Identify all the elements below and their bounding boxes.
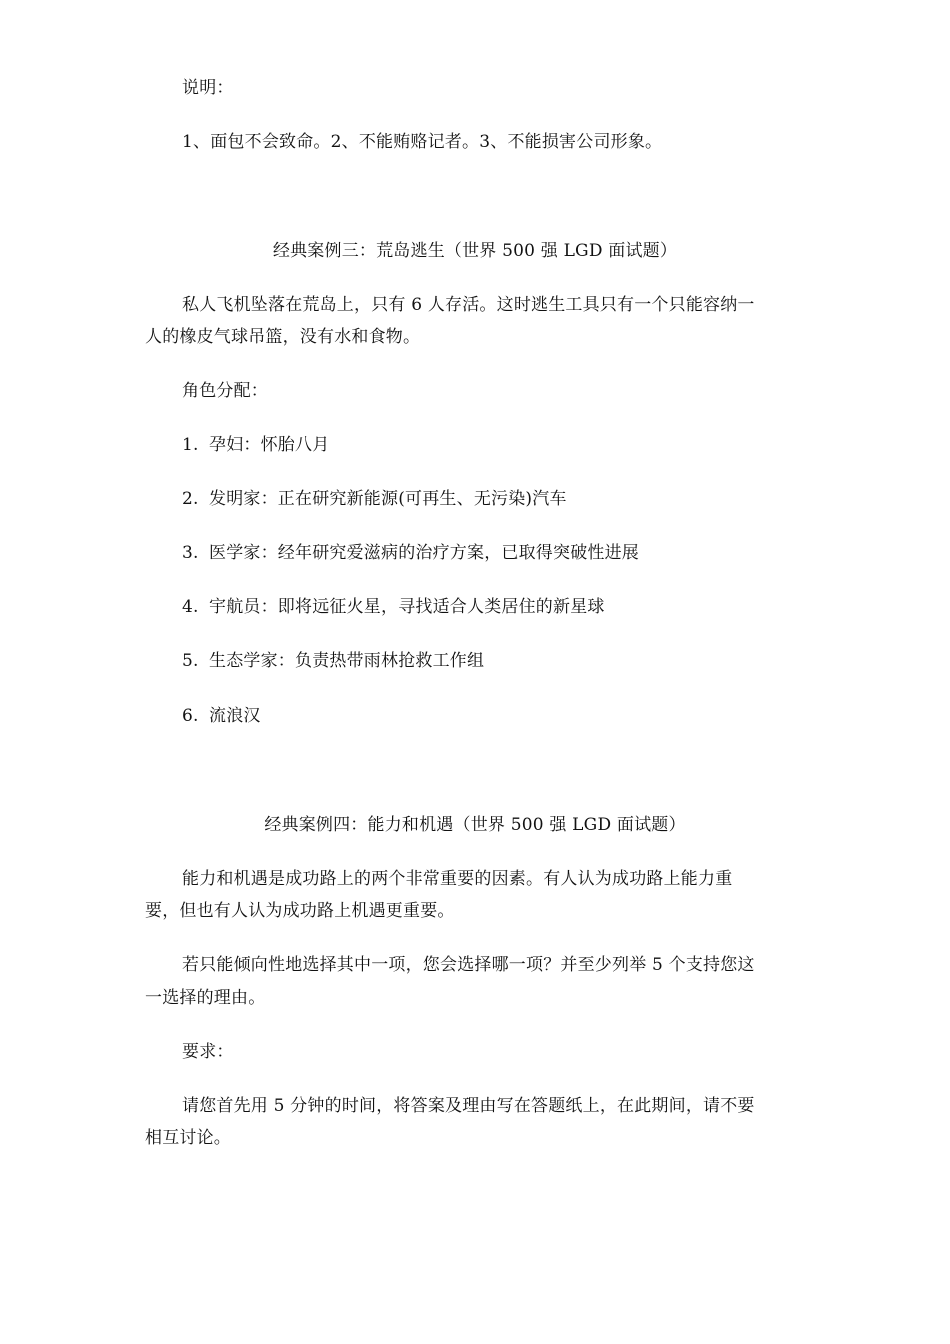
- role-text: 孕妇：怀胎八月: [209, 435, 330, 455]
- case4-p1-line2: 要，但也有人认为成功路上机遇更重要。: [145, 901, 455, 921]
- case4-p2-line2: 一选择的理由。: [145, 988, 266, 1008]
- role-item: [182, 542, 639, 564]
- role-number: 2.: [182, 489, 199, 509]
- requirements-heading: 要求：: [182, 1042, 234, 1062]
- role-item: [182, 596, 605, 618]
- role-text: 医学家：经年研究爱滋病的治疗方案，已取得突破性进展: [209, 543, 639, 563]
- case3-desc-line2: 人的橡皮气球吊篮，没有水和食物。: [145, 327, 421, 347]
- requirements-line2: 相互讨论。: [145, 1128, 231, 1148]
- role-text: 流浪汉: [209, 706, 261, 726]
- role-number: 4.: [182, 597, 199, 617]
- role-item: [182, 705, 261, 727]
- role-text: 发明家：正在研究新能源(可再生、无污染)汽车: [209, 489, 567, 509]
- role-item: [182, 488, 567, 510]
- case3-title: 经典案例三：荒岛逃生（世界 500 强 LGD 面试题）: [272, 241, 678, 261]
- role-item: [182, 650, 484, 672]
- note-text: 1、面包不会致命。2、不能贿赂记者。3、不能损害公司形象。: [182, 132, 663, 152]
- roles-heading: 角色分配：: [182, 381, 268, 401]
- role-text: 宇航员：即将远征火星，寻找适合人类居住的新星球: [209, 597, 605, 617]
- case3-desc-line1: 私人飞机坠落在荒岛上，只有 6 人存活。这时逃生工具只有一个只能容纳一: [182, 295, 755, 315]
- note-heading: 说明：: [182, 78, 234, 98]
- role-number: 3.: [182, 543, 199, 563]
- role-number: 5.: [182, 651, 199, 671]
- case4-p1-line1: 能力和机遇是成功路上的两个非常重要的因素。有人认为成功路上能力重: [182, 869, 733, 889]
- requirements-line1: 请您首先用 5 分钟的时间，将答案及理由写在答题纸上，在此期间，请不要: [182, 1096, 755, 1116]
- role-number: 1.: [182, 435, 199, 455]
- case4-p2-line1: 若只能倾向性地选择其中一项，您会选择哪一项？并至少列举 5 个支持您这: [182, 955, 755, 975]
- role-text: 生态学家：负责热带雨林抢救工作组: [209, 651, 485, 671]
- role-item: [182, 434, 329, 456]
- case4-title: 经典案例四：能力和机遇（世界 500 强 LGD 面试题）: [264, 815, 686, 835]
- role-number: 6.: [182, 706, 199, 726]
